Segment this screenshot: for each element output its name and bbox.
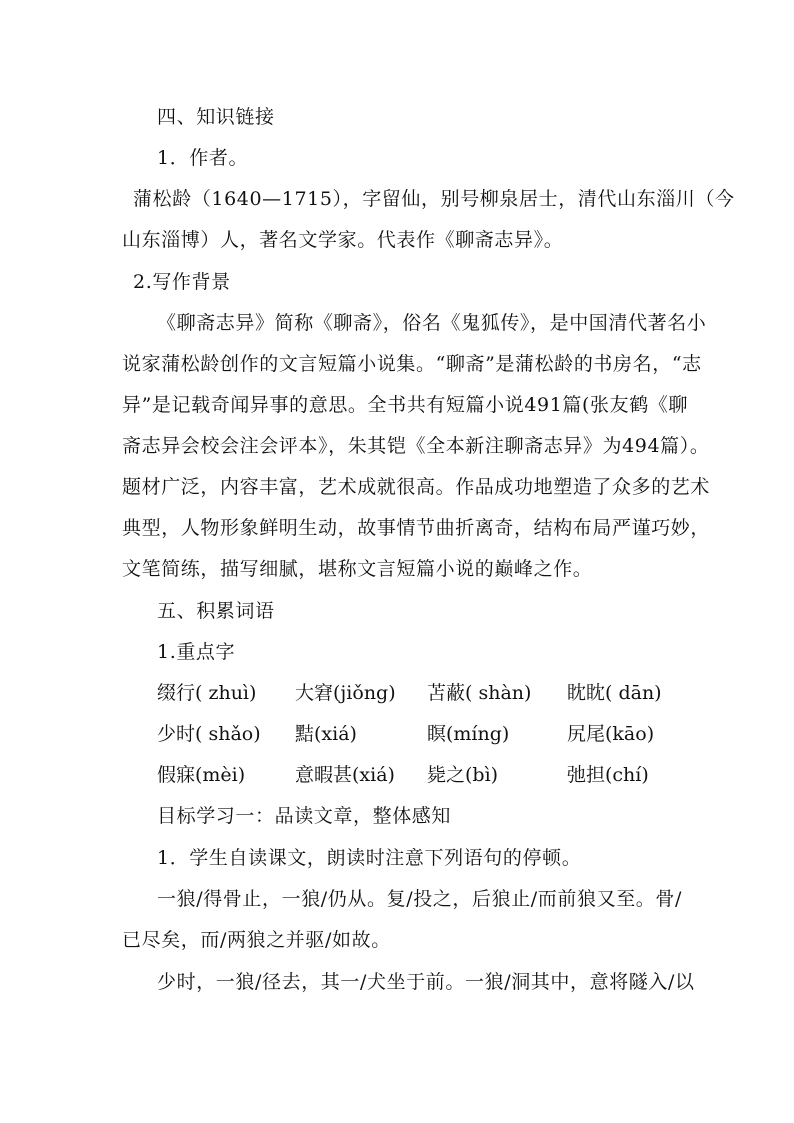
vocab-item: 意暇甚(xiá) [295,764,395,786]
vocab-item: 大窘(jiǒng) [295,682,396,704]
goal-1-heading: 目标学习一：品读文章，整体感知 [157,805,452,827]
section-5-heading: 五、积累词语 [157,600,275,622]
author-paragraph-line-1: 蒲松龄（1640—1715），字留仙，别号柳泉居士，清代山东淄川（今 [133,188,735,210]
reading-line-1: 一狼/得骨止，一狼/仍从。复/投之，后狼止/而前狼又至。骨/ [157,888,683,910]
vocab-item: 黠(xiá) [295,723,357,745]
background-paragraph-line-1: 《聊斋志异》简称《聊斋》，俗名《鬼狐传》，是中国清代著名小 [157,312,707,334]
vocab-item: 毙之(bì) [427,764,499,786]
vocab-item: 苫蔽( shàn) [427,682,532,704]
author-heading: 1．作者。 [157,147,249,169]
author-paragraph-line-2: 山东淄博）人，著名文学家。代表作《聊斋志异》。 [122,229,564,251]
background-paragraph-line-4: 斋志异会校会注会评本》，朱其铠《全本新注聊斋志异》为494篇）。 [122,435,710,457]
vocab-item: 瞑(míng) [427,723,510,745]
vocab-row-3 [157,755,687,795]
background-paragraph-line-5: 题材广泛，内容丰富，艺术成就很高。作品成功地塑造了众多的艺术 [122,476,711,498]
goal-1-task: 1．学生自读课文，朗读时注意下列语句的停顿。 [157,847,582,869]
vocab-item: 眈眈( dān) [567,682,662,704]
background-paragraph-line-6: 典型，人物形象鲜明生动，故事情节曲折离奇，结构布局严谨巧妙， [122,517,711,539]
section-4-heading: 四、知识链接 [157,106,275,128]
background-paragraph-line-3: 异”是记载奇闻异事的意思。全书共有短篇小说491篇(张友鹤《聊 [122,394,688,416]
reading-line-2: 已尽矣，而/两狼之并驱/如故。 [122,929,391,951]
vocab-item: 弛担(chí) [567,764,649,786]
vocab-row-1 [157,673,687,713]
vocab-item: 少时( shǎo) [157,723,261,745]
keywords-heading: 1.重点字 [157,641,236,663]
background-heading: 2.写作背景 [133,271,231,293]
vocab-item: 假寐(mèi) [157,764,246,786]
reading-line-3: 少时，一狼/径去，其一/犬坐于前。一狼/洞其中，意将隧入/以 [157,971,695,993]
vocab-item: 尻尾(kāo) [567,723,655,745]
vocab-item: 缀行( zhuì) [157,682,257,704]
background-paragraph-line-7: 文笔简练，描写细腻，堪称文言短篇小说的巅峰之作。 [122,558,593,580]
vocab-row-2 [157,714,687,754]
background-paragraph-line-2: 说家蒲松龄创作的文言短篇小说集。“聊斋”是蒲松龄的书房名，“志 [122,353,702,375]
